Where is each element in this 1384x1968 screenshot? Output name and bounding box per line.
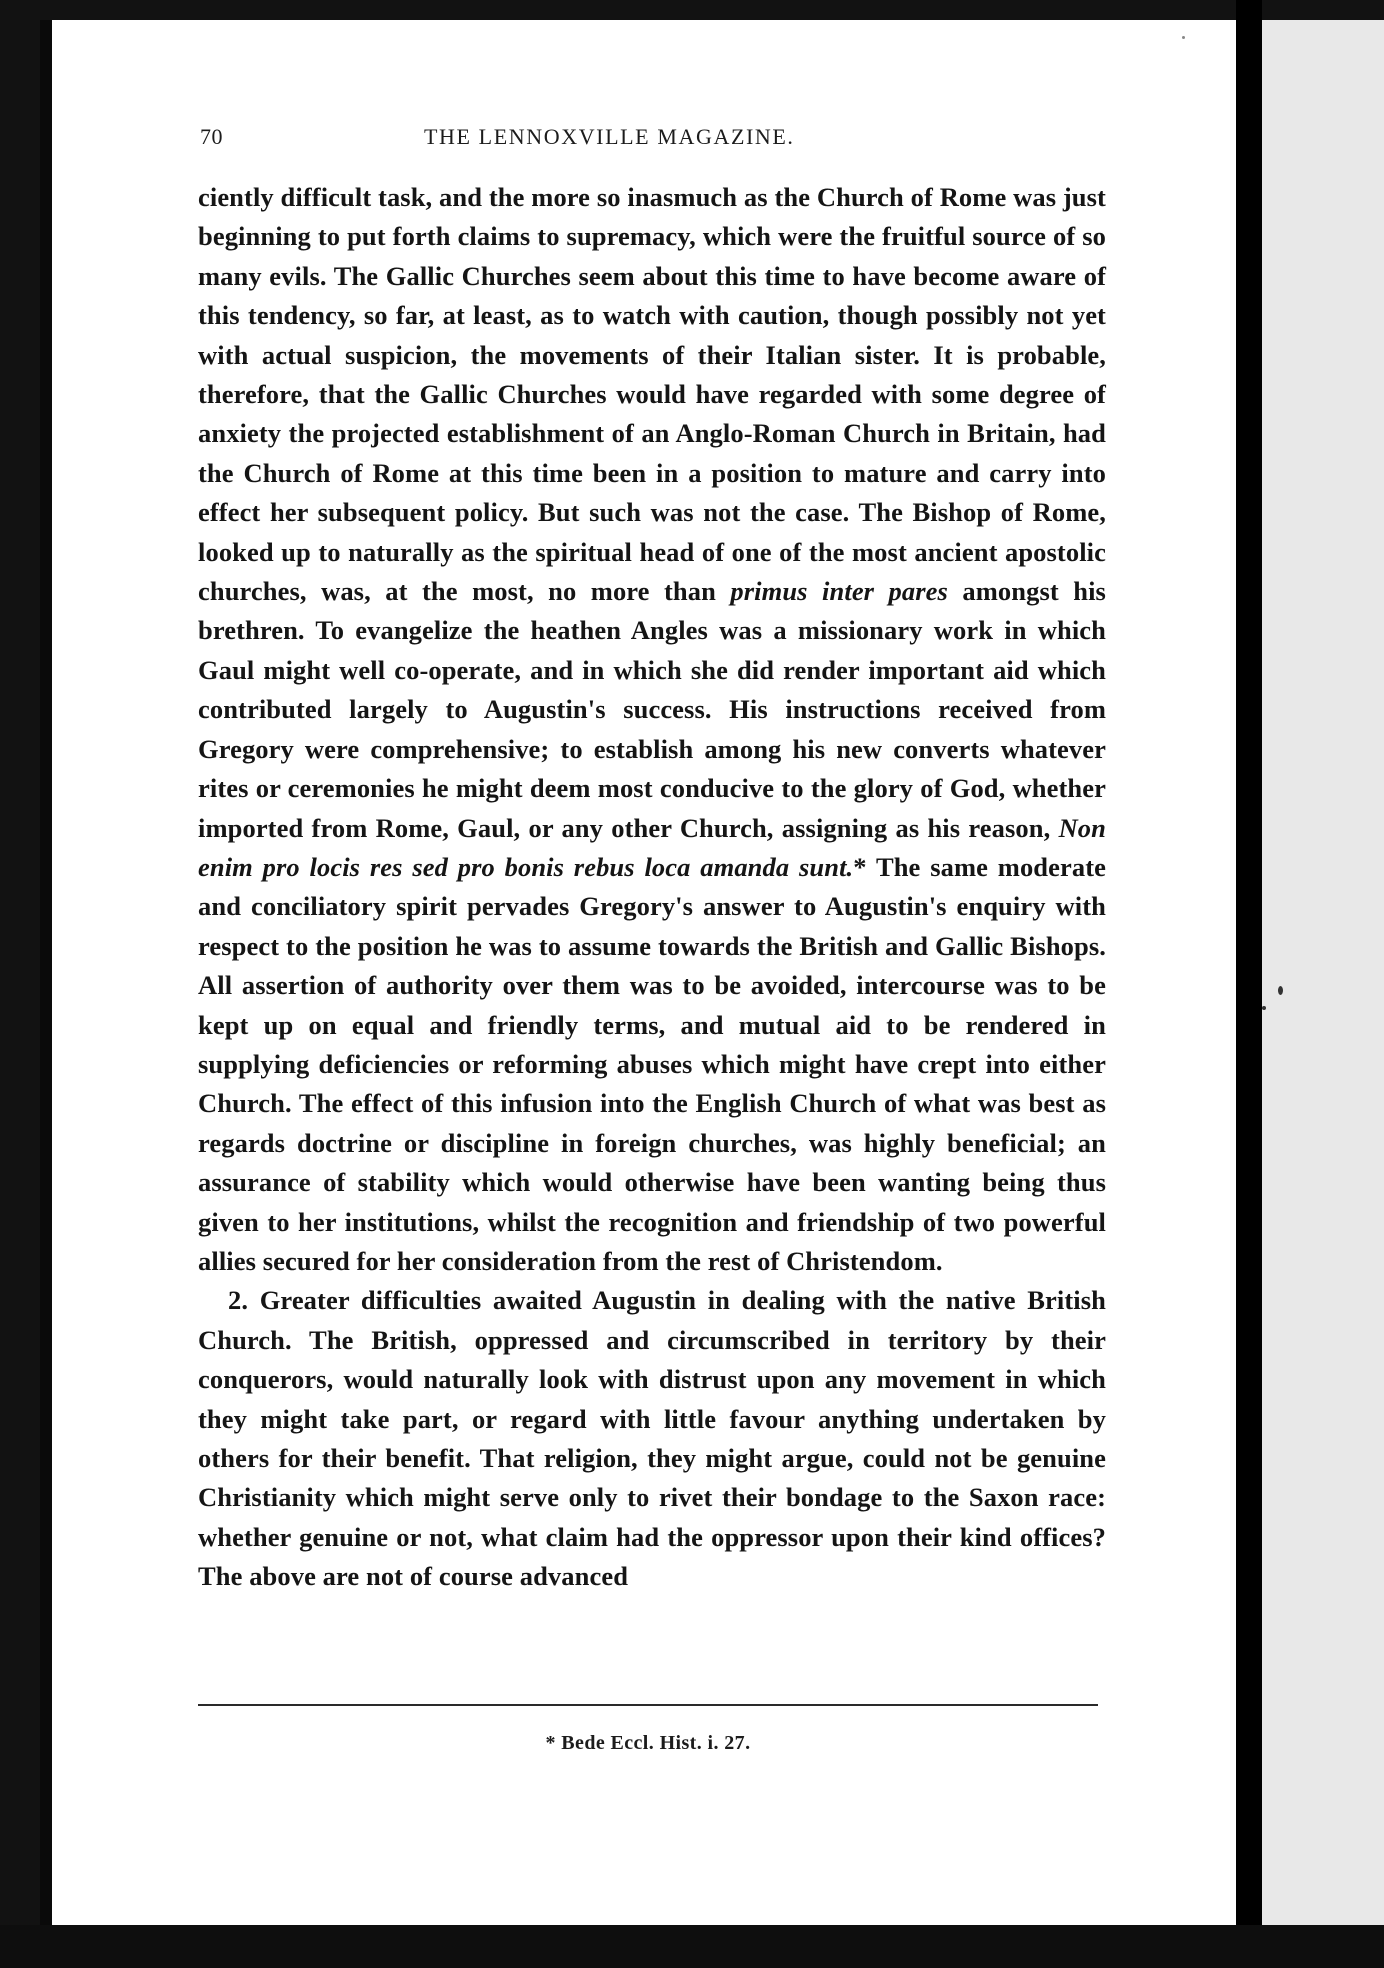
running-head xyxy=(200,124,1100,160)
page-gutter-edge xyxy=(1236,0,1262,1968)
adjacent-page-strip xyxy=(1262,20,1384,1925)
paragraph-1 xyxy=(198,178,1106,1281)
latin-phrase-primus: primus inter pares xyxy=(730,576,948,607)
paragraph-1-text-b: amongst his brethren. To evangelize the heathen Angles was a missionary work in which Gaul might well co-operate, and in which she did render important aid which contributed largely to Augustin's success. His instructions received from Gregory were comprehensive; to establish among his new converts whatever rites or ceremonies he might deem most conducive to the glory of God, whether imported from Rome, Gaul, or any other Church, assigning as his reason, xyxy=(198,576,1106,843)
page-title: THE LENNOXVILLE MAGAZINE. xyxy=(424,124,795,149)
scan-speck xyxy=(1262,1006,1266,1010)
bottom-scan-border xyxy=(0,1925,1384,1968)
latin-quotation: Non enim pro locis res sed pro bonis rebus loca amanda sunt. xyxy=(198,812,1106,882)
footnote-divider xyxy=(198,1704,1098,1706)
scan-speck xyxy=(1182,36,1185,39)
paragraph-2: 2. Greater difficulties awaited Augustin in dealing with the native British Church. The British, oppressed and circumscribed in territory by their conquerors, would naturally look with distrust upon any movement in which they might take part, or regard with little favour anything undertaken by others for their benefit. That religion, they might argue, could not be genuine Christianity which might serve only to rivet their bondage to the Saxon race: whether genuine or not, what claim had the oppressor upon their kind offices? The above are not of course advanced xyxy=(198,1285,1106,1592)
paragraph-1-text-c: The same moderate and conciliatory spirit pervades Gregory's answer to Augustin's enquiry with respect to the position he was to assume towards the British and Gallic Bishops. All assertion of authority over them was to be avoided, intercourse was to be kept up on equal and friendly terms, and mutual aid to be rendered in supplying deficiencies or reforming abuses which might have crept into either Church. The effect of this infusion into the English Church of what was best as regards doctrine or discipline in foreign churches, was highly beneficial; an assurance of stability which would otherwise have been wanting being thus given to her institutions, whilst the recognition and friendship of two powerful allies secured for her consideration from the rest of Christendom. xyxy=(198,851,1106,1276)
paragraph-1-text-a: ciently difficult task, and the more so inasmuch as the Church of Rome was just beginning to put forth claims to supremacy, which were the fruitful source of so many evils. The Gallic Churches seem about this time to have become aware of this tendency, so far, at least, as to watch with caution, though possibly not yet with actual suspicion, the movements of their Italian sister. It is probable, therefore, that the Gallic Churches would have regarded with some degree of anxiety the projected establishment of an Anglo-Roman Church in Britain, had the Church of Rome at this time been in a position to mature and carry into effect her subsequent policy. But such was not the case. The Bishop of Rome, looked up to naturally as the spiritual head of one of the most ancient apostolic churches, was, at the most, no more than xyxy=(198,182,1106,607)
page-number: 70 xyxy=(200,124,223,149)
body-text xyxy=(198,178,1106,1597)
left-scan-border xyxy=(40,20,52,1925)
footnote: * Bede Eccl. Hist. i. 27. xyxy=(545,1732,751,1754)
scan-speck xyxy=(1278,986,1283,995)
footnote-reference: * xyxy=(853,851,867,882)
